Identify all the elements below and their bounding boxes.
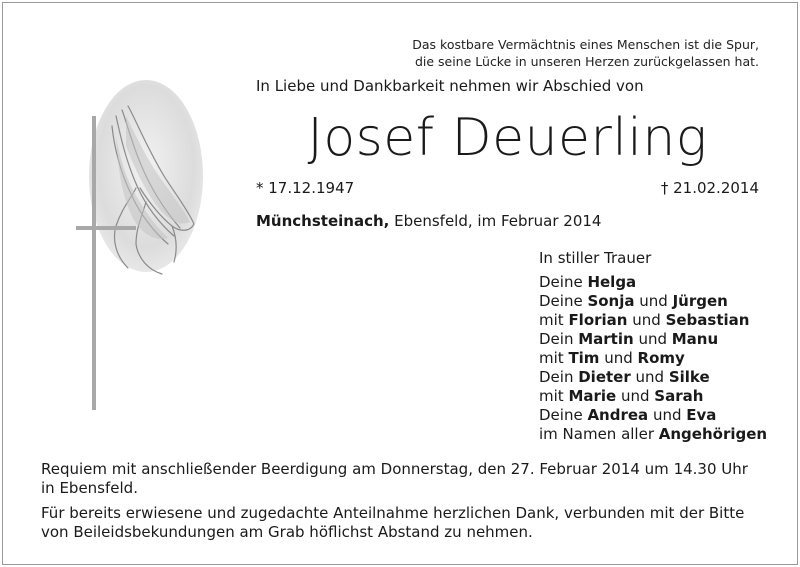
death-date: † 21.02.2014 [660,179,759,197]
memorial-quote [412,36,759,70]
birth-date: * 17.12.1947 [256,179,355,197]
service-line-1: Requiem mit anschließender Beerdigung am Donnerstag, den 27. Februar 2014 um 14.30 Uhr [41,460,748,478]
mourner-joiner: und [633,330,672,348]
mourner-prefix: im Namen aller [539,425,659,443]
thanks-line-1: Für bereits erwiesene und zugedachte Anteilnahme herzlichen Dank, verbunden mit der Bitte [41,504,745,522]
mourner-prefix: mit [539,387,569,405]
mourner-prefix: Deine [539,292,588,310]
mourner-line [539,406,767,425]
mourner-joiner: und [616,387,655,405]
mourner-line [539,425,767,444]
mourner-name: Jürgen [672,292,728,310]
mourner-name: Martin [578,330,634,348]
mourner-joiner: und [634,292,673,310]
mourner-line [539,349,767,368]
service-info [41,460,761,498]
mourner-name: Angehörigen [658,425,768,443]
praying-hands-with-cross-icon [76,76,211,416]
mourner-line [539,273,767,292]
mourner-name: Manu [671,330,719,348]
mourner-name: Silke [668,368,710,386]
mourner-name: Florian [568,311,628,329]
mourner-prefix: mit [539,349,569,367]
mourner-line [539,330,767,349]
mourner-name: Marie [568,387,617,405]
service-line-2: in Ebensfeld. [41,479,138,497]
quote-line-2: die seine Lücke in unseren Herzen zurückgelassen hat. [414,54,759,69]
thanks-note [41,504,761,542]
mourner-line [539,368,767,387]
mourners-list [539,249,767,444]
mourner-name: Eva [686,406,717,424]
mourner-name: Dieter [578,368,631,386]
deceased-name: Josef Deuerling [307,108,708,168]
mourner-name: Sarah [654,387,704,405]
intro-text: In Liebe und Dankbarkeit nehmen wir Abschied von [256,77,644,95]
mourner-prefix: Deine [539,406,588,424]
mourner-name: Sonja [587,292,635,310]
mourner-name: Tim [568,349,600,367]
mourner-joiner: und [627,311,666,329]
mourner-line [539,292,767,311]
mourner-joiner: und [630,368,669,386]
mourning-lead: In stiller Trauer [539,249,652,267]
town-name: Münchsteinach, [256,212,390,230]
service-and-thanks [41,460,761,548]
mourner-line [539,311,767,330]
mourner-name: Romy [637,349,685,367]
mourner-prefix: Dein [539,368,579,386]
mourner-prefix: mit [539,311,569,329]
quote-line-1: Das kostbare Vermächtnis eines Menschen ist die Spur, [412,37,759,52]
mourner-name: Helga [587,273,637,291]
mourner-prefix: Dein [539,330,579,348]
mourner-name: Sebastian [665,311,750,329]
thanks-line-2: von Beileidsbekundungen am Grab höflichst Abstand zu nehmen. [41,523,533,541]
mourner-name: Andrea [587,406,649,424]
mourner-line [539,387,767,406]
mourner-prefix: Deine [539,273,588,291]
mourner-joiner: und [648,406,687,424]
place-rest: Ebensfeld, im Februar 2014 [389,212,602,230]
mourner-joiner: und [599,349,638,367]
place-and-date [256,211,601,231]
